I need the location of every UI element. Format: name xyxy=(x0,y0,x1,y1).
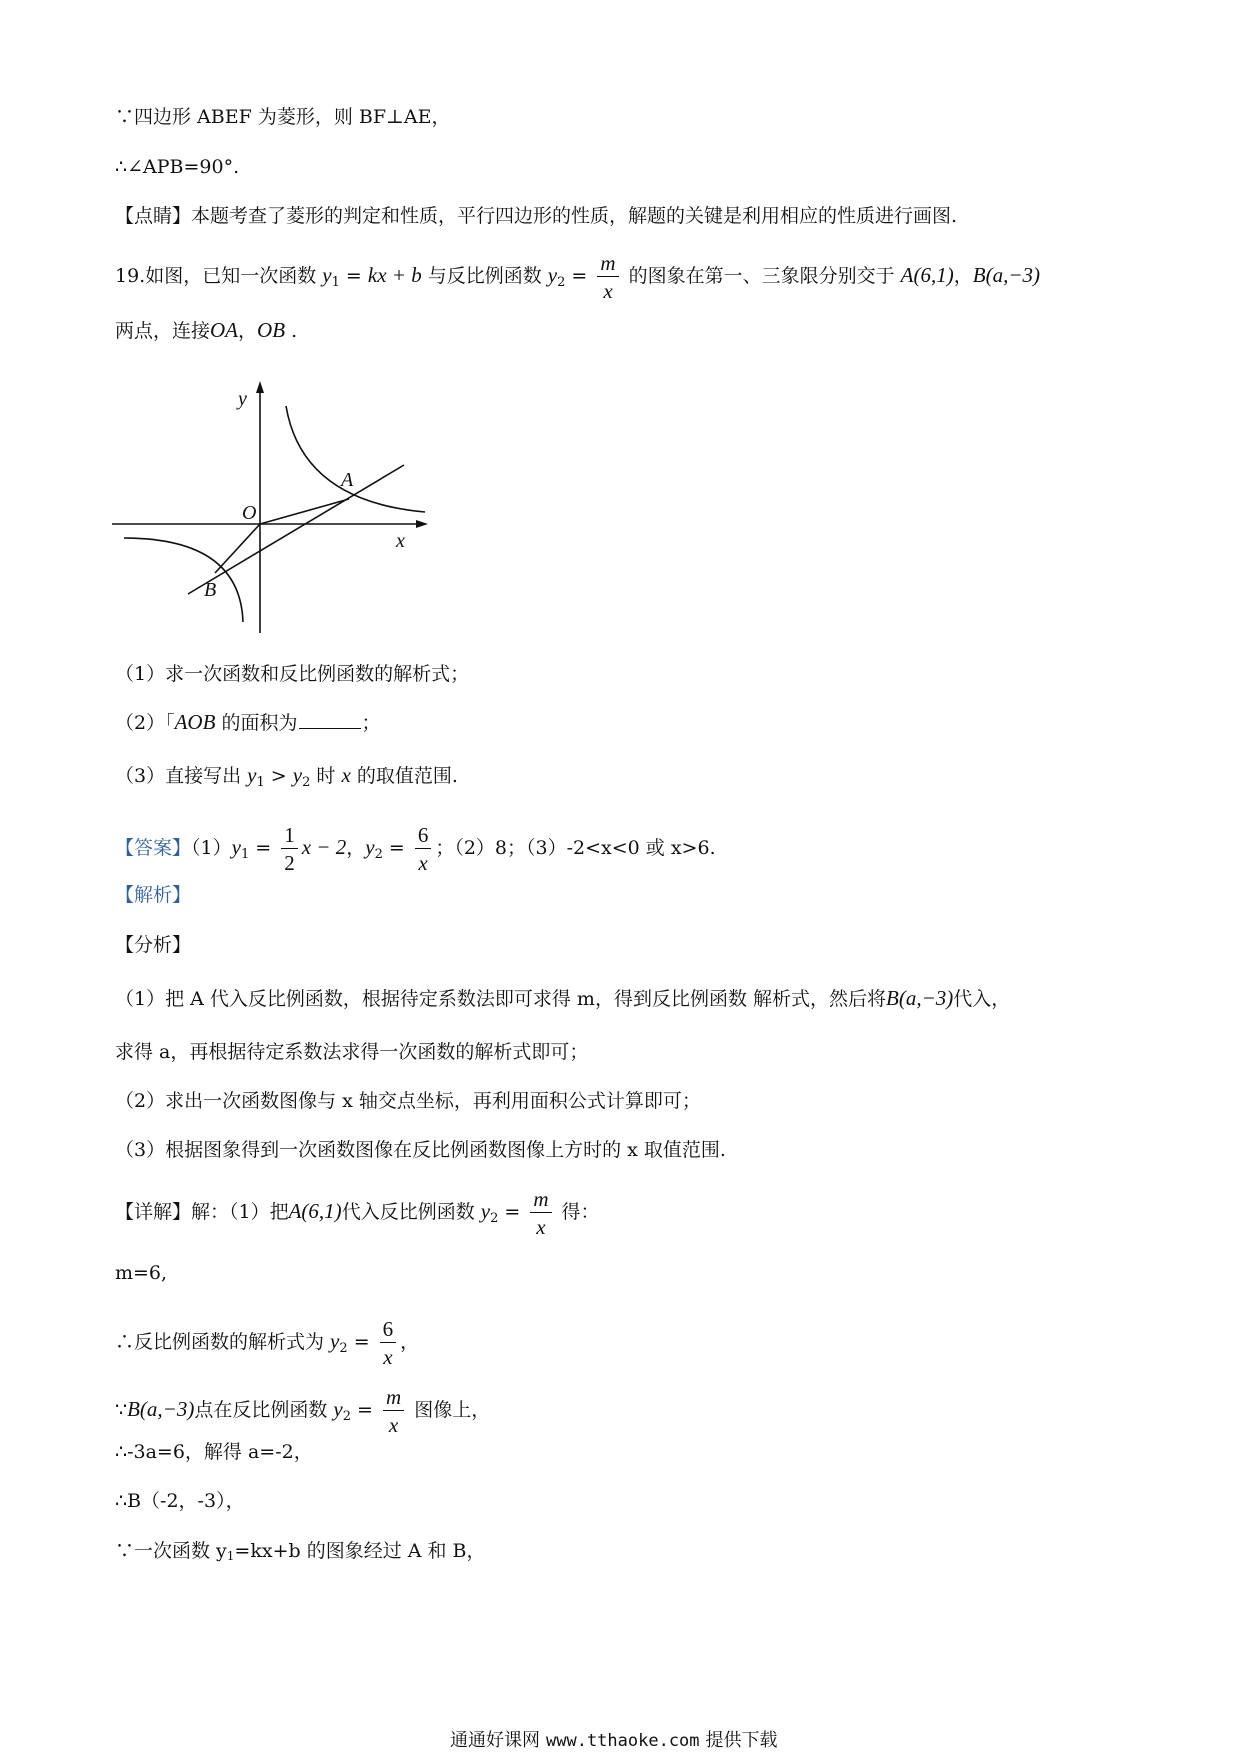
segment-oa xyxy=(260,499,349,524)
analysis-line-1: （1）把 A 代入反比例函数，根据待定系数法即可求得 m，得到反比例函数 解析式，然后将B(a,−3)代入， xyxy=(115,986,1011,1010)
analysis-line-4: （3）根据图象得到一次函数图像在反比例函数图像上方时的 x 取值范围. xyxy=(115,1139,726,1161)
answer-line: 【答案】$(1)y_1$ = $\frac{1}{2}$ x − 2，$y_2$ = $\frac{6}{x}$ ；（2）8；（3）-2<x<0 或 x>6. xyxy=(115,823,716,876)
fraction-one-half: $\frac{1}{2}$ xyxy=(281,824,298,874)
fraction-six-over-x: $\frac{6}{x}$ xyxy=(415,824,432,874)
x-axis-label: x xyxy=(396,530,405,552)
detail-line-6: ∴B（-2，-3）， xyxy=(115,1490,245,1512)
text-line: ∴∠APB=90°. xyxy=(115,156,240,178)
hyperbola-branch-third-quadrant xyxy=(124,538,243,622)
analysis-line-2: 求得 a，再根据待定系数法求得一次函数的解析式即可； xyxy=(115,1041,589,1063)
fraction-m-over-x: $\frac{m}{x}$ xyxy=(597,252,618,302)
footer-url: www.tthaoke.com xyxy=(546,1731,700,1751)
point-a-label: A xyxy=(341,469,354,491)
fraction-m-over-x: $\frac{m}{x}$ xyxy=(530,1188,551,1238)
answer-tag: 【答案】 xyxy=(115,837,192,860)
detail-line-4: ∵B(a,−3)点在反比例函数 $y_2$ = $\frac{m}{x}$ 图像上， xyxy=(115,1385,491,1438)
segment-ob xyxy=(215,524,260,573)
question-19-line-2: 两点，连接OA，OB . xyxy=(115,318,298,342)
fenxi-heading: 【分析】 xyxy=(115,934,192,956)
detail-line-5: ∴-3a=6，解得 a=-2， xyxy=(115,1441,313,1463)
point-b-label: B xyxy=(204,579,217,601)
analysis-heading: 【解析】 xyxy=(115,884,192,906)
detail-line-2: m=6, xyxy=(115,1262,168,1284)
detail-tag: 【详解】 xyxy=(115,1201,192,1224)
text-line: ∵四边形 ABEF 为菱形，则 BF⊥AE， xyxy=(115,106,451,128)
function-graph-figure xyxy=(100,375,440,645)
answer-blank xyxy=(299,728,361,729)
y-axis-label: y xyxy=(238,388,247,410)
detail-line-1: 【详解】解：（1）把A(6,1)代入反比例函数 $y_2$ = $\frac{m}{x}$ 得： xyxy=(115,1187,600,1240)
sub-question-3: （3）直接写出 $y_1 > y_2$ 时 x 的取值范围. xyxy=(115,763,458,790)
linear-function-line xyxy=(188,465,404,594)
page-footer: 通通好课网 www.tthaoke.com 提供下载 xyxy=(450,1730,778,1751)
comment-tag: 【点睛】 xyxy=(115,205,192,227)
sub-question-2: （2）「AOB 的面积为 ； xyxy=(115,710,381,734)
analysis-line-3: （2）求出一次函数图像与 x 轴交点坐标，再利用面积公式计算即可； xyxy=(115,1090,701,1112)
detail-line-3: ∴反比例函数的解析式为 $y_2$ = $\frac{6}{x}$ ， xyxy=(115,1317,420,1370)
detail-line-7: ∵一次函数 y1=kx+b 的图象经过 A 和 B， xyxy=(115,1540,486,1563)
x-axis-arrow xyxy=(416,520,428,528)
origin-label: O xyxy=(242,502,257,524)
fraction-six-over-x: $\frac{6}{x}$ xyxy=(380,1318,397,1368)
comment-line: 【点睛】本题考查了菱形的判定和性质，平行四边形的性质，解题的关键是利用相应的性质进行画图. xyxy=(115,205,958,227)
question-19-line-1: 19.如图，已知一次函数 $y_1$ = kx + b 与反比例函数 $y_2$ = $\frac{m}{x}$ 的图象在第一、三象限分别交于 A(6,1)，B(a,−3) xyxy=(115,251,1040,304)
hyperbola-branch-first-quadrant xyxy=(286,406,425,512)
y-axis-arrow xyxy=(256,381,264,393)
sub-question-1: （1）求一次函数和反比例函数的解析式； xyxy=(115,663,470,685)
fraction-m-over-x: $\frac{m}{x}$ xyxy=(383,1386,404,1436)
